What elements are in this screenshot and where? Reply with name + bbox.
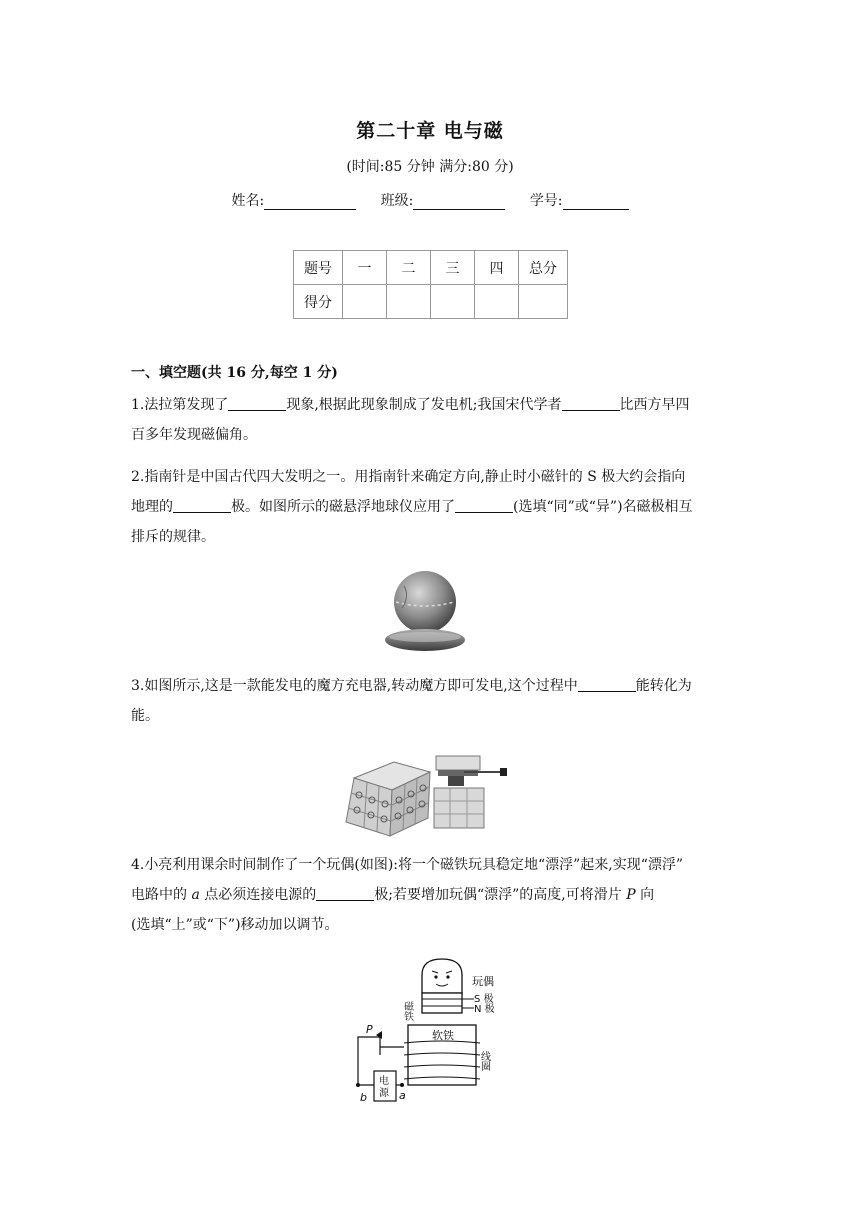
table-cell: 总分 xyxy=(519,251,568,285)
table-cell: 一 xyxy=(343,251,387,285)
table-cell: 题号 xyxy=(294,251,343,285)
section-heading: 一、填空题(共 16 分,每空 1 分) xyxy=(131,365,338,381)
question-3: 3.如图所示,这是一款能发电的魔方充电器,转动魔方即可发电,这个过程中 能转化为 能。 xyxy=(131,678,692,724)
answer-blank[interactable] xyxy=(228,396,286,411)
page-title: 第二十章 电与磁 xyxy=(356,120,504,142)
question-1: 1.法拉第发现了 现象,根据此现象制成了发电机;我国宋代学者 比西方早四 百多年发现磁偏角。 xyxy=(131,397,690,443)
answer-blank[interactable] xyxy=(173,498,231,513)
maglev-globe-figure xyxy=(380,566,470,656)
question-4: 4.小亮利用课余时间制作了一个玩偶(如图):将一个磁铁玩具稳定地“漂浮”起来,实现“漂浮” 电路中的 a 点必须连接电源的 极;若要增加玩偶“漂浮”的高度,可将滑片 P 向 (选填“上”或“下”)移动加以调节。 xyxy=(131,857,684,933)
class-field[interactable]: 班级: xyxy=(381,190,506,210)
score-input-cell[interactable] xyxy=(343,285,387,319)
label-p: P xyxy=(366,1023,373,1036)
label-s-pole: S 极 xyxy=(474,994,494,1005)
answer-blank[interactable] xyxy=(562,396,620,411)
label-coil: 线圈 xyxy=(478,1051,490,1071)
label-b: b xyxy=(360,1091,367,1104)
score-input-cell[interactable] xyxy=(387,285,431,319)
table-cell: 二 xyxy=(387,251,431,285)
label-magnet: 磁铁 xyxy=(401,1001,413,1021)
answer-blank[interactable] xyxy=(455,498,513,513)
label-toy: 玩偶 xyxy=(472,975,494,988)
score-input-cell[interactable] xyxy=(431,285,475,319)
label-soft-iron: 软铁 xyxy=(432,1029,454,1042)
table-row xyxy=(294,285,568,319)
answer-blank[interactable] xyxy=(316,886,374,901)
student-info-row xyxy=(0,190,860,210)
label-n-pole: N 极 xyxy=(474,1004,495,1015)
student-id-field[interactable]: 学号: xyxy=(530,190,629,210)
table-row xyxy=(294,251,568,285)
answer-blank[interactable] xyxy=(578,677,636,692)
cube-charger-figure xyxy=(342,750,514,838)
name-field[interactable]: 姓名: xyxy=(231,190,356,210)
label-a: a xyxy=(399,1089,406,1102)
table-cell: 得分 xyxy=(294,285,343,319)
score-table xyxy=(293,250,568,319)
label-power: 电源 xyxy=(379,1076,389,1099)
score-input-cell[interactable] xyxy=(519,285,568,319)
question-2: 2.指南针是中国古代四大发明之一。用指南针来确定方向,静止时小磁针的 S 极大约会指向 地理的 极。如图所示的磁悬浮地球仪应用了 (选填“同”或“异”)名磁极相互 排斥的规律。 xyxy=(131,469,693,545)
score-input-cell[interactable] xyxy=(475,285,519,319)
exam-info: (时间:85 分钟 满分:80 分) xyxy=(346,159,514,175)
table-cell: 三 xyxy=(431,251,475,285)
floating-doll-circuit-figure xyxy=(352,955,512,1105)
table-cell: 四 xyxy=(475,251,519,285)
